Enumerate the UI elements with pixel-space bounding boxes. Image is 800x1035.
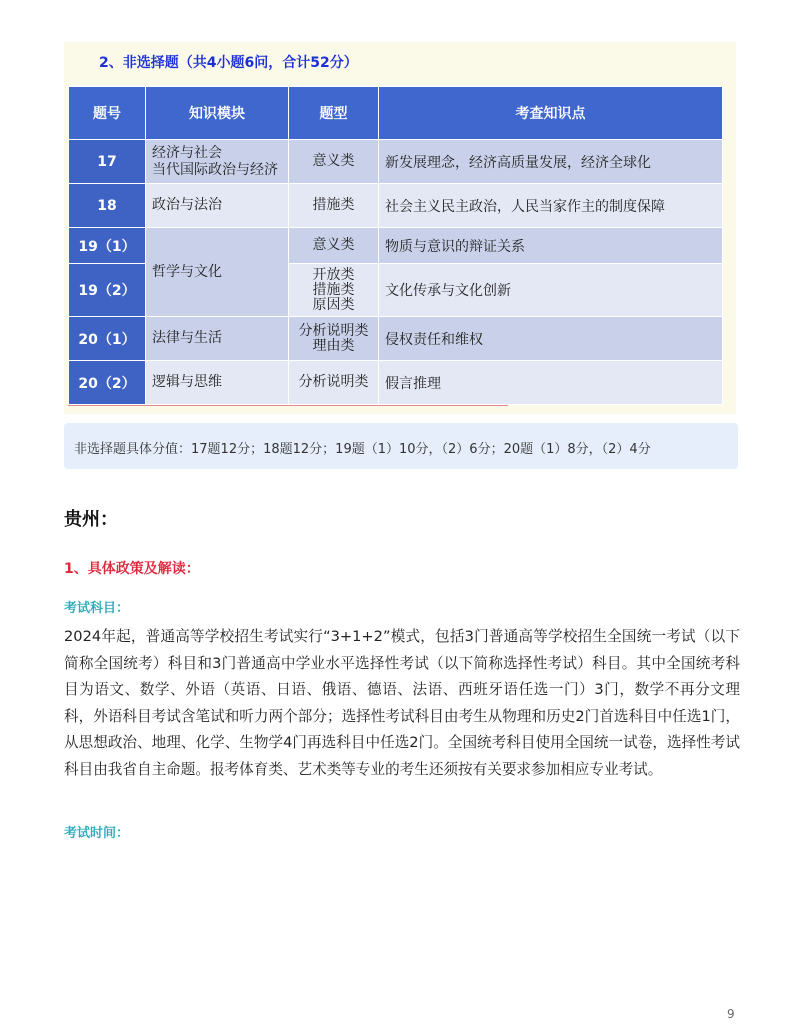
table-row [69, 228, 723, 264]
type-cell [289, 361, 379, 405]
type-line: 开放类 [312, 266, 355, 283]
module-line: 法律与生活 [152, 330, 222, 346]
table-row [69, 317, 723, 361]
module-line: 哲学与文化 [152, 263, 222, 280]
exam-time-label: 考试时间： [64, 826, 130, 841]
knowledge-table [68, 86, 723, 405]
type-line: 原因类 [312, 296, 355, 313]
policy-heading: 1、具体政策及解读： [64, 561, 200, 577]
score-note: 非选择题具体分值：17题12分；18题12分；19题（1）10分，（2）6分；20题（1）8分，（2）4分 [74, 442, 651, 457]
question-number: 20（1） [69, 317, 146, 361]
module-line: 政治与法治 [152, 197, 222, 213]
question-number: 19（2） [69, 264, 146, 317]
table-row [69, 184, 723, 228]
header-point: 考查知识点 [379, 87, 723, 140]
body-paragraph: 2024年起，普通高等学校招生考试实行“3+1+2”模式，包括3门普通高等学校招生全国统一考试（以下简称全国统考）科目和3门普通高中学业水平选择性考试（以下简称选择性考试）科目。其中全国统考科目为语文、数学、外语（英语、日语、俄语、德语、法语、西班牙语任选一门）3门，数学不再分文理科，外语科目考试含笔试和听力两个部分；选择性考试科目由考生从物理和历史2门首选科目中任选1门，从思想政治、地理、化学、生物学4门再选科目中任选2门。全国统考科目使用全国统一试卷，选择性考试科目由我省自主命题。报考体育类、艺术类等专业的考生还须按有关要求参加相应专业考试。 [64, 628, 740, 778]
point-cell: 文化传承与文化创新 [379, 264, 723, 317]
module-cell [146, 184, 289, 228]
type-line: 措施类 [312, 281, 355, 298]
module-cell [146, 361, 289, 405]
question-number: 19（1） [69, 228, 146, 264]
point-cell: 新发展理念，经济高质量发展，经济全球化 [379, 140, 723, 184]
point-cell: 假言推理 [379, 361, 723, 405]
table-underline [68, 405, 508, 406]
module-line: 逻辑与思维 [152, 374, 222, 390]
type-cell [289, 317, 379, 361]
module-cell [146, 317, 289, 361]
point-cell: 侵权责任和维权 [379, 317, 723, 361]
table-row [69, 361, 723, 405]
type-line: 意义类 [312, 237, 355, 253]
point-cell: 社会主义民主政治，人民当家作主的制度保障 [379, 184, 723, 228]
table-row [69, 140, 723, 184]
type-cell [289, 184, 379, 228]
module-cell [146, 228, 289, 317]
page-number: 9 [727, 1007, 735, 1021]
type-cell [289, 140, 379, 184]
module-line: 当代国际政治与经济 [152, 161, 278, 178]
section-heading: 2、非选择题（共4小题6问，合计52分） [99, 55, 358, 71]
table-header-row [69, 87, 723, 140]
header-module: 知识模块 [146, 87, 289, 140]
question-number: 18 [69, 184, 146, 228]
type-line: 理由类 [312, 337, 355, 354]
type-cell [289, 228, 379, 264]
exam-subjects-label: 考试科目： [64, 601, 130, 616]
header-type: 题型 [289, 87, 379, 140]
type-line: 分析说明类 [298, 374, 369, 390]
point-cell: 物质与意识的辩证关系 [379, 228, 723, 264]
module-cell [146, 140, 289, 184]
type-cell [289, 264, 379, 317]
module-line: 经济与社会 [152, 144, 222, 161]
question-number: 17 [69, 140, 146, 184]
province-heading: 贵州： [64, 509, 118, 530]
question-number: 20（2） [69, 361, 146, 405]
header-number: 题号 [69, 87, 146, 140]
type-line: 分析说明类 [298, 322, 369, 339]
type-line: 意义类 [312, 153, 355, 169]
type-line: 措施类 [312, 197, 355, 213]
